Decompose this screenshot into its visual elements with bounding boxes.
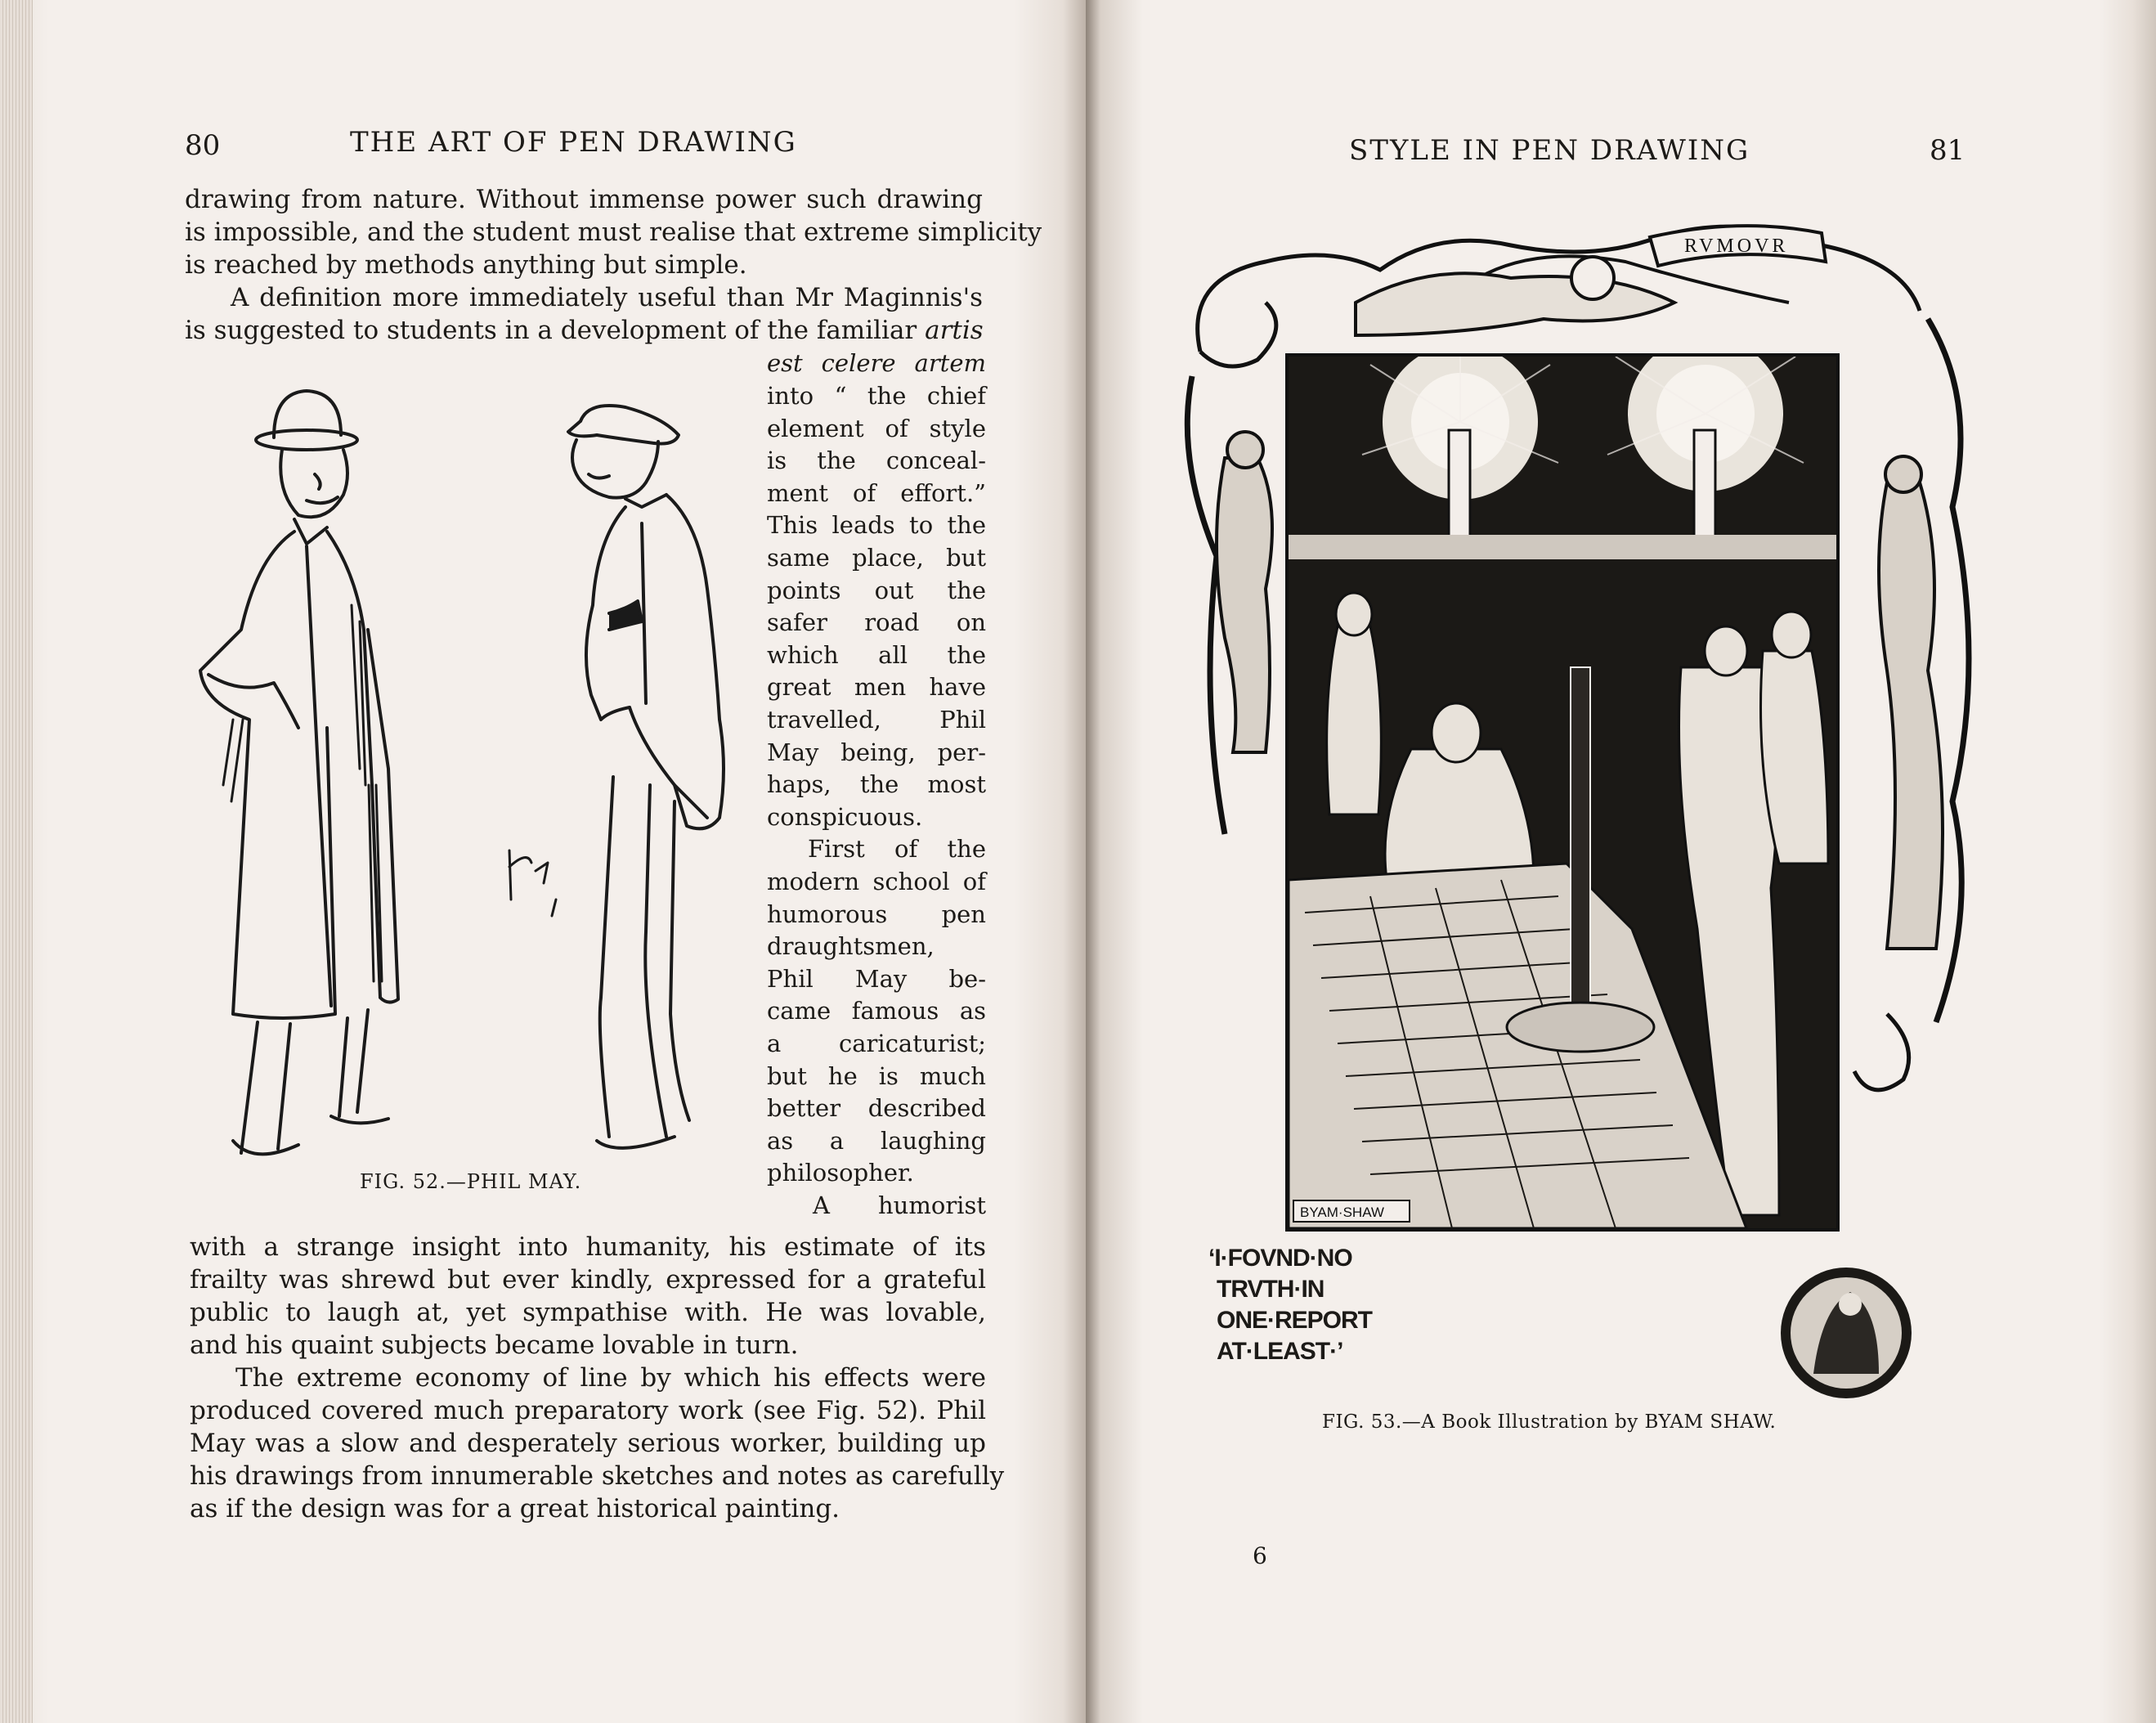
quote-line: ONE·REPORT	[1217, 1307, 1373, 1334]
narrow-line: as a laughing	[767, 1126, 986, 1155]
left-running-head: THE ART OF PEN DRAWING	[350, 126, 797, 159]
quote-line: AT·LEAST·’	[1217, 1338, 1343, 1365]
narrow-line: better described	[767, 1094, 986, 1123]
narrow-line: ment of effort.”	[767, 478, 986, 507]
body-line: and his quaint subjects became lovable in turn.	[190, 1330, 799, 1360]
narrow-line: modern school of	[767, 868, 986, 895]
narrow-line: conspicuous.	[767, 802, 923, 831]
narrow-line: philosopher.	[767, 1159, 914, 1187]
body-line: is suggested to students in a development of the familiar artis	[185, 316, 984, 345]
narrow-line: safer road on	[767, 608, 986, 637]
body-line: is reached by methods anything but simple.	[185, 250, 747, 280]
illustration-quote	[1208, 1243, 1437, 1367]
narrow-line: est celere artem	[767, 349, 986, 377]
figure-52-phil-may	[184, 360, 756, 1161]
body-line: his drawings from innumerable sketches and notes as carefully	[190, 1461, 1005, 1491]
italic-word: artis	[925, 316, 984, 345]
narrow-line: This leads to the	[767, 511, 986, 540]
narrow-line: which all the	[767, 640, 986, 669]
narrow-line: May being, per-	[767, 738, 986, 766]
figure-53-caption: FIG. 53.—A Book Illustration by BYAM SHAW.	[1322, 1411, 1777, 1433]
signature-mark: 6	[1253, 1542, 1267, 1569]
quote-lines	[1208, 1243, 1437, 1367]
narrow-line: A humorist	[813, 1191, 986, 1219]
narrow-line: is the conceal-	[767, 446, 986, 475]
body-line: is impossible, and the student must realise that extreme simplicity	[185, 218, 1042, 247]
illustration-panel	[1285, 353, 1840, 1232]
narrow-line: great men have	[767, 673, 986, 702]
narrow-line: came famous as	[767, 997, 986, 1025]
narrow-line: points out the	[767, 576, 986, 604]
page-edges	[0, 0, 33, 1723]
quote-line: ‘I·FOVND·NO	[1208, 1245, 1352, 1272]
narrow-line: but he is much	[767, 1061, 986, 1090]
right-page-number: 81	[1930, 134, 1966, 167]
narrow-line: same place, but	[767, 544, 986, 572]
narrow-line: Phil May be-	[767, 964, 986, 993]
narrow-line: element of style	[767, 414, 986, 442]
figure-52-caption: FIG. 52.—PHIL MAY.	[360, 1170, 582, 1193]
right-running-head: STYLE IN PEN DRAWING	[1349, 134, 1750, 167]
banner-text: RVMOVR	[1684, 236, 1789, 257]
banquet-scene	[1289, 357, 1836, 1228]
narrow-line: into “ the chief	[767, 382, 986, 410]
narrow-line: humorous pen	[767, 900, 986, 928]
body-line: A definition more immediately useful than Mr Maginnis's	[231, 283, 983, 312]
body-line: May was a slow and desperately serious worker, building up	[190, 1429, 986, 1458]
narrow-line: First of the	[808, 835, 986, 864]
body-line: The extreme economy of line by which his effects were	[235, 1363, 986, 1393]
body-line: with a strange insight into humanity, his estimate of its	[190, 1232, 986, 1262]
decorative-roundel	[1773, 1259, 1920, 1407]
narrow-line: travelled, Phil	[767, 706, 986, 734]
narrow-line: a caricaturist;	[767, 1030, 986, 1057]
artist-signature: BYAM·SHAW	[1300, 1205, 1384, 1220]
body-line: as if the design was for a great historical painting.	[190, 1494, 840, 1523]
body-line: public to laugh at, yet sympathise with. He was lovable,	[190, 1298, 986, 1327]
quote-line: TRVTH·IN	[1217, 1276, 1325, 1303]
body-line: drawing from nature. Without immense power such drawing	[185, 185, 983, 214]
right-page	[1086, 0, 2156, 1723]
phil-may-sketch	[184, 360, 756, 1161]
left-page-number: 80	[185, 129, 221, 162]
body-line: produced covered much preparatory work (see Fig. 52). Phil	[190, 1396, 986, 1425]
narrow-line: draughtsmen,	[767, 932, 935, 961]
body-line: frailty was shrewd but ever kindly, expressed for a grateful	[190, 1265, 986, 1294]
narrow-line: haps, the most	[767, 770, 986, 799]
